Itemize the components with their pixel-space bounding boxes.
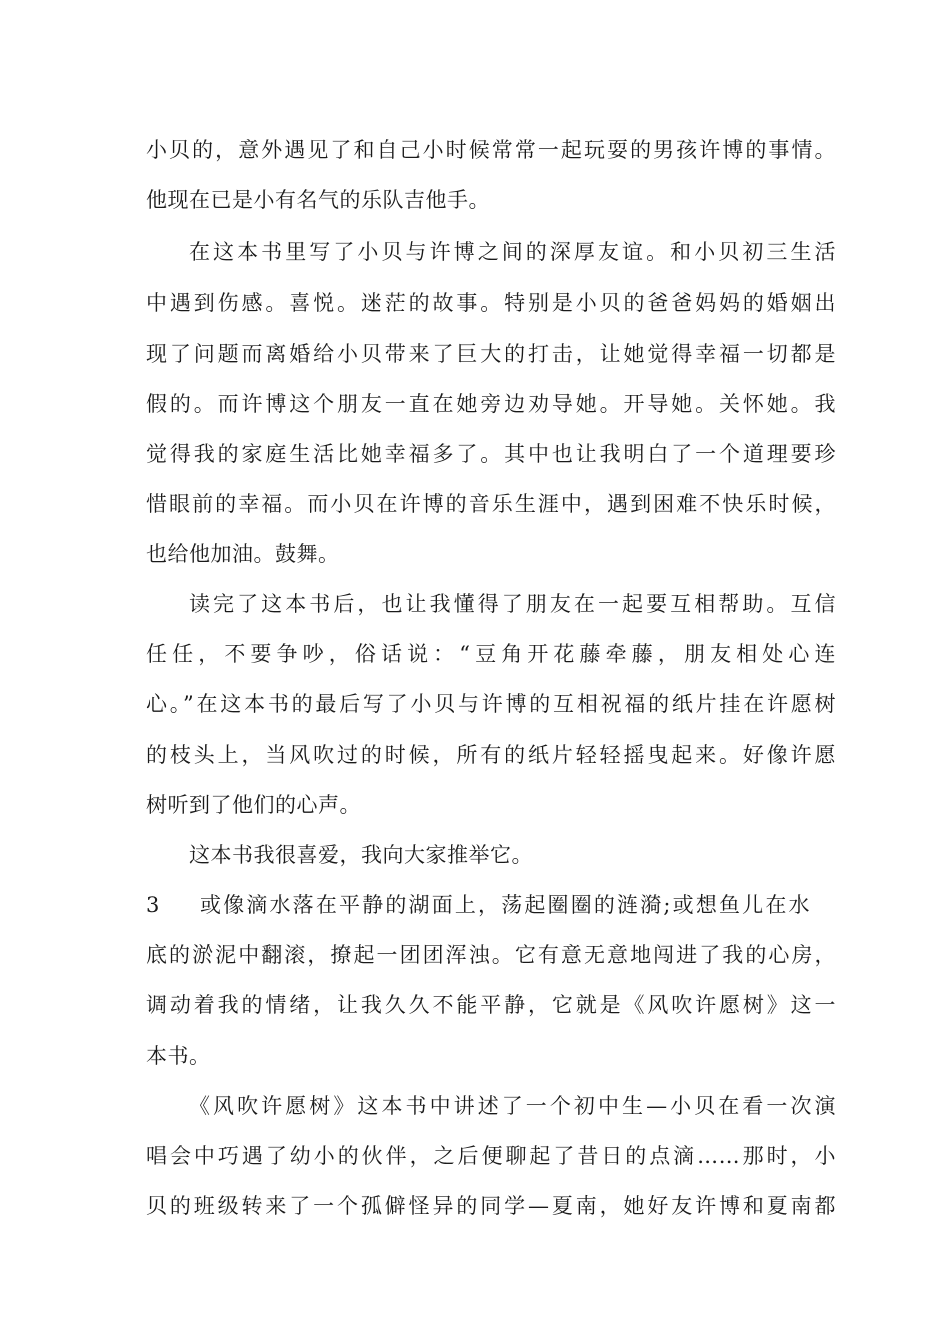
text-line: 中遇到伤感。喜悦。迷茫的故事。特别是小贝的爸爸妈妈的婚姻出 — [146, 291, 836, 315]
paragraph-start: 或像滴水落在平静的湖面上，荡起圈圈的涟漪;或想鱼儿在水 — [200, 893, 810, 917]
text-line: 小贝的，意外遇见了和自己小时候常常一起玩耍的男孩许博的事情。 — [146, 138, 836, 162]
text-line: 本书。 — [146, 1044, 211, 1068]
text-line: 的枝头上，当风吹过的时候，所有的纸片轻轻摇曳起来。好像许愿 — [146, 743, 836, 767]
text-line: 他现在已是小有名气的乐队吉他手。 — [146, 188, 490, 212]
text-line: 也给他加油。鼓舞。 — [146, 542, 340, 566]
paragraph-start: 在这本书里写了小贝与许博之间的深厚友谊。和小贝初三生活 — [189, 240, 836, 264]
text-line: 贝的班级转来了一个孤僻怪异的同学—夏南，她好友许博和夏南都 — [146, 1194, 836, 1218]
text-line: 心。”在这本书的最后写了小贝与许博的互相祝福的纸片挂在许愿树 — [146, 692, 836, 716]
text-line: 唱会中巧遇了幼小的伙伴，之后便聊起了昔日的点滴……那时，小 — [146, 1144, 836, 1168]
text-line: 调动着我的情绪，让我久久不能平静，它就是《风吹许愿树》这一 — [146, 993, 836, 1017]
text-line: 任任，不要争吵，俗话说：“豆角开花藤牵藤，朋友相处心连 — [146, 642, 836, 666]
text-line: 现了问题而离婚给小贝带来了巨大的打击，让她觉得幸福一切都是 — [146, 342, 836, 366]
text-line: 假的。而许博这个朋友一直在她旁边劝导她。开导她。关怀她。我 — [146, 392, 836, 416]
text-line: 觉得我的家庭生活比她幸福多了。其中也让我明白了一个道理要珍 — [146, 442, 836, 466]
paragraph-start: 读完了这本书后，也让我懂得了朋友在一起要互相帮助。互信 — [189, 592, 836, 616]
paragraph-start: 《风吹许愿树》这本书中讲述了一个初中生—小贝在看一次演 — [189, 1094, 836, 1118]
text-line: 树听到了他们的心声。 — [146, 793, 361, 817]
paragraph-start: 这本书我很喜爱，我向大家推举它。 — [189, 843, 533, 867]
item-number: 3 — [146, 893, 160, 917]
text-line: 惜眼前的幸福。而小贝在许博的音乐生涯中，遇到困难不快乐时候， — [146, 492, 836, 516]
text-line: 底的淤泥中翻滚，撩起一团团浑浊。它有意无意地闯进了我的心房， — [146, 943, 836, 967]
